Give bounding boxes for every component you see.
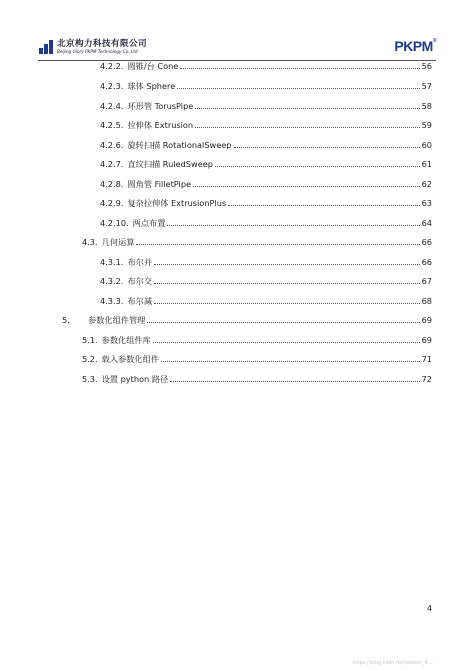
toc-entry[interactable] <box>100 101 432 115</box>
toc-leader <box>154 302 420 304</box>
toc-number: 4.2.2. <box>100 61 124 71</box>
toc-title: 参数化组件库 <box>101 335 151 345</box>
toc-entry[interactable] <box>100 61 432 75</box>
toc-number: 4.3. <box>82 237 98 247</box>
toc-number: 5.1. <box>82 335 98 345</box>
toc-entry[interactable] <box>100 218 432 232</box>
toc-page: 66 <box>421 257 432 267</box>
toc-page: 69 <box>421 335 432 345</box>
toc-title: 圆锥/台 Cone <box>127 61 179 71</box>
toc-page: 71 <box>421 354 432 364</box>
toc-page: 66 <box>421 237 432 247</box>
toc-page: 69 <box>421 315 432 325</box>
toc-title: 参数化组件管理 <box>88 315 146 325</box>
toc-title: 设置 python 路径 <box>101 374 169 384</box>
toc-number: 4.2.7. <box>100 159 124 169</box>
toc-page: 64 <box>421 218 432 228</box>
toc-title: 几何运算 <box>101 237 135 247</box>
toc-leader <box>215 165 420 167</box>
toc-title: 布尔减 <box>127 296 153 306</box>
company-name-en: Beijing Glory PKPM Technology Co.,Ltd <box>57 48 138 54</box>
toc-page: 61 <box>421 159 432 169</box>
page-header <box>38 36 436 58</box>
toc-entry[interactable] <box>100 120 432 134</box>
toc-page: 58 <box>421 101 432 111</box>
toc-leader <box>147 321 419 323</box>
toc-number: 4.2.4. <box>100 101 124 111</box>
toc-number: 4.3.1. <box>100 257 124 267</box>
toc-page: 62 <box>421 179 432 189</box>
toc-leader <box>228 204 419 206</box>
toc-leader <box>153 341 420 343</box>
toc-title: 布尔交 <box>127 276 153 286</box>
toc-leader <box>234 146 420 148</box>
toc-title: 旋转扫描 RotationalSweep <box>127 140 232 150</box>
toc-leader <box>177 87 419 89</box>
toc-entry[interactable] <box>82 374 432 388</box>
toc-entry[interactable] <box>100 140 432 154</box>
toc-entry[interactable] <box>100 296 432 310</box>
toc-leader <box>154 263 420 265</box>
toc-entry[interactable] <box>82 237 432 251</box>
watermark: https://blog.csdn.net/weixin_4.... <box>352 660 434 666</box>
toc-leader <box>136 243 419 245</box>
toc-entry[interactable] <box>100 81 432 95</box>
toc-leader <box>154 282 420 284</box>
toc-entry[interactable] <box>82 335 432 349</box>
toc-entry[interactable] <box>100 276 432 290</box>
toc-number: 4.2.8. <box>100 179 124 189</box>
toc-leader <box>167 224 419 226</box>
toc-title: 两点布置 <box>132 218 166 228</box>
toc-entry[interactable] <box>100 198 432 212</box>
toc-entry[interactable] <box>100 179 432 193</box>
toc-title: 拉伸体 Extrusion <box>127 120 194 130</box>
toc-leader <box>195 107 419 109</box>
toc-entry[interactable] <box>100 257 432 271</box>
toc-entry[interactable] <box>100 159 432 173</box>
toc-entry[interactable] <box>82 354 432 368</box>
toc-number: 4.2.6. <box>100 140 124 150</box>
toc-leader <box>195 126 419 128</box>
toc-page: 67 <box>421 276 432 286</box>
toc-title: 布尔并 <box>127 257 153 267</box>
toc-number: 4.2.10. <box>100 218 129 228</box>
toc-number: 5.3. <box>82 374 98 384</box>
registered-mark: ® <box>432 38 436 44</box>
toc-number: 4.3.2. <box>100 276 124 286</box>
toc-number: 4.2.5. <box>100 120 124 130</box>
toc-page: 56 <box>421 61 432 71</box>
company-logo <box>38 36 147 58</box>
toc-title: 环形管 TorusPipe <box>127 101 194 111</box>
page-number: 4 <box>427 604 433 613</box>
toc-title: 载入参数化组件 <box>101 354 159 364</box>
toc-leader <box>161 360 420 362</box>
toc-number: 5. <box>62 315 70 325</box>
brand-name: PKPM <box>394 38 433 54</box>
toc-number: 4.2.9. <box>100 198 124 208</box>
toc-leader <box>170 380 419 382</box>
toc-leader <box>193 185 420 187</box>
toc-title: 球体 Sphere <box>127 81 176 91</box>
toc-number: 4.2.3. <box>100 81 124 91</box>
toc-title: 复杂拉伸体 ExtrusionPlus <box>127 198 227 208</box>
toc-number: 4.3.3. <box>100 296 124 306</box>
company-name-cn: 北京构力科技有限公司 <box>57 39 148 50</box>
toc-leader <box>180 67 419 69</box>
brand-logo <box>394 38 436 54</box>
company-emblem-icon <box>38 39 54 55</box>
toc-page: 60 <box>421 140 432 150</box>
toc-page: 63 <box>421 198 432 208</box>
toc-number: 5.2. <box>82 354 98 364</box>
toc-page: 72 <box>421 374 432 384</box>
toc-page: 59 <box>421 120 432 130</box>
toc-title: 直纹扫描 RuledSweep <box>127 159 213 169</box>
toc-page: 57 <box>421 81 432 91</box>
toc-page: 68 <box>421 296 432 306</box>
toc-entry[interactable] <box>62 315 432 329</box>
toc-title: 圆角管 FilletPipe <box>127 179 192 189</box>
